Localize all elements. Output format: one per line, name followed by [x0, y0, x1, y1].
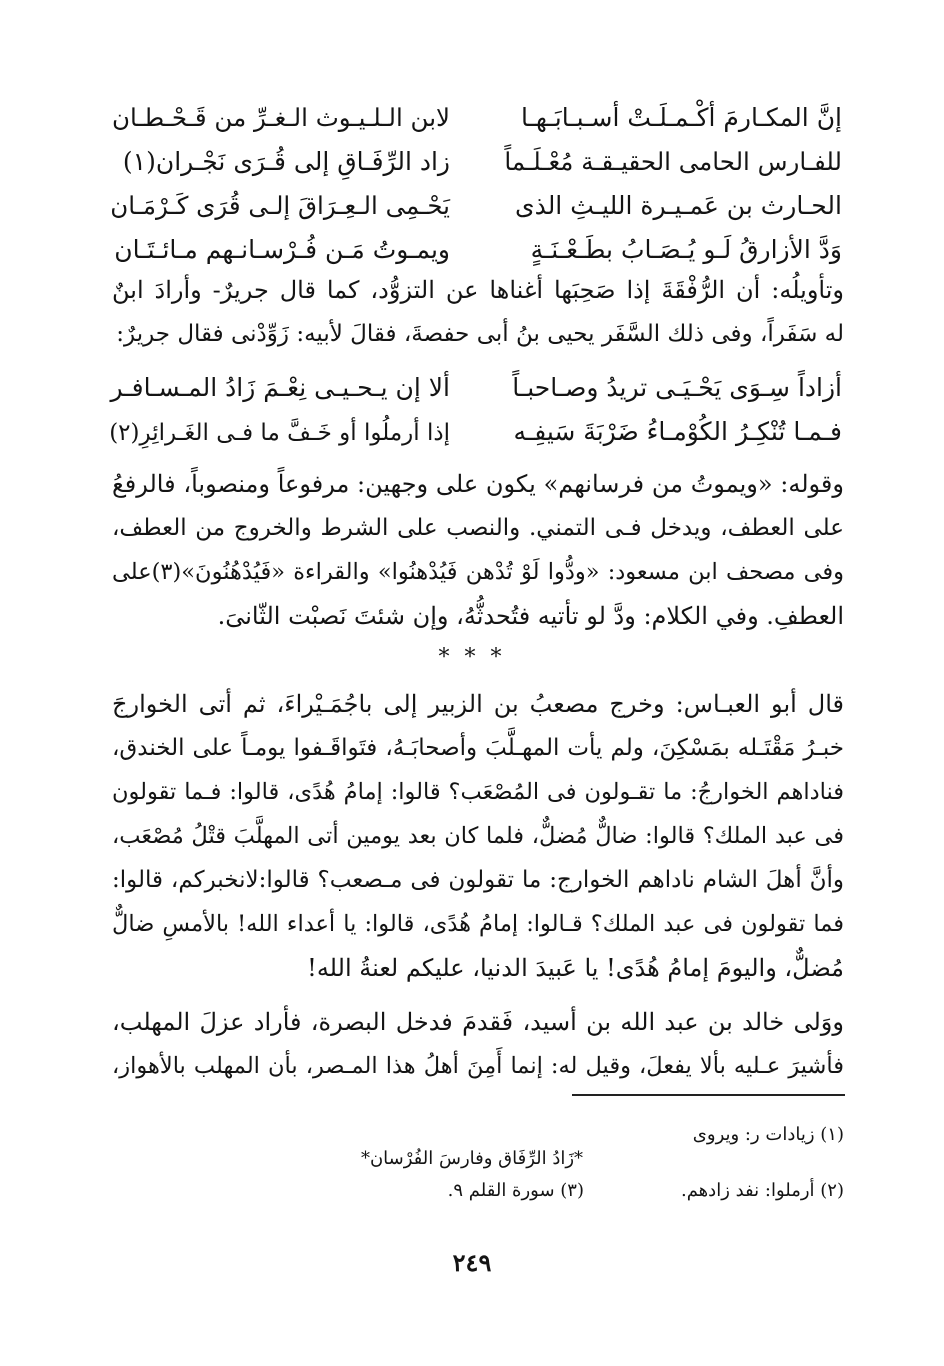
text-line: وقوله: «ويموتُ من فرسانهم» يكون على وجهين: مرفوعاً ومنصوباً، فالرفعُ — [112, 470, 844, 498]
text-line: مُضلٌّ، واليومَ إمامُ هُدًى! يا عَبيدَ الدنيا، عليكم لعنةُ الله! — [307, 954, 844, 982]
text-line-quran: وفى مصحف ابن مسعود: «ودُّوا لَوْ تُدْهن فَيُدْهنُوا» والقراءة «فَيُدْهُنُونَ»(٣)على — [112, 559, 844, 585]
verse-line — [110, 228, 842, 272]
verse-first-hemistich: إنَّ المكـارمَ أكْـمـلَـتْ أسـبـابَـهـا — [520, 103, 842, 132]
text-line: قال أبو العبـاس: وخرج مصعبُ بن الزبير إلى باجُمَـيْراءَ، ثم أتى الخوارجَ — [112, 690, 844, 718]
footnote-2: (٢) أرملوا: نفد زادهم. — [680, 1180, 844, 1201]
paragraph-grammar — [112, 462, 844, 638]
verse-line — [110, 96, 842, 140]
text-line: فأشيرَ عـليه بألا يفعلَ، وقيل له: إنما أَمِنَ أهلُ هذا المـصر، بأن المهلب بالأهواز، — [112, 1053, 844, 1079]
footnote-1: (١) زيادات ر: ويروى — [692, 1124, 844, 1145]
text-line: على العطف، ويدخل فـى التمني. والنصب على الشرط والخروج من العطف، — [112, 515, 844, 541]
paragraph-narrative — [112, 682, 844, 990]
text-line: العطفِ. وفي الكلام: ودَّ لو تأتيه فتُحدثُّهُ، وإن شئتَ نَصبْت الثّانىَ. — [217, 602, 844, 630]
verse-first-hemistich: وَدَّ الأزارقُ لَـو يُـصَـابُ بطَـعْـنَـةٍ — [530, 235, 842, 264]
verse-first-hemistich: الحـارث بن عَمـيـرة الليـثِ الذى — [515, 191, 842, 220]
section-separator-stars: * * * — [438, 645, 506, 670]
paragraph-khalid — [112, 1000, 844, 1088]
verse-line — [110, 410, 842, 454]
verse-second-hemistich: ويمـوتُ مَـن فُـرْسـانـهم مـائـتَـان — [114, 235, 450, 264]
verse-second-hemistich: يَحْـمِى الـعِـرَاقَ إلـى قُرَى كَـرْمَـان — [110, 191, 450, 220]
text-line: وأنَّ أهلَ الشام ناداهم الخوارج: ما تقولون فى مـصعب؟ قالوا:لانخبركم، قالوا: — [112, 867, 844, 893]
verse-second-hemistich: إذا أرملُوا أو خَـفَّ ما فـى الغَـرائِرِ(٢) — [109, 420, 450, 446]
verse-second-hemistich: لابن الـلـيـوث الـغـرِّ من قَـحْـطـان — [112, 103, 450, 132]
footnote-1-verse: *زَادُ الرِّفَاق وفارسَ الفُرْسان* — [360, 1148, 584, 1169]
text-line: وتأويلُه: أن الرُّفْقَةَ إذا صَحِبَها أغناها عن التزوُّد، كما قال جريرٌ- وأرادَ ابنٌ — [112, 276, 844, 304]
paragraph-interpretation — [112, 268, 844, 356]
footnote-3: (٣) سورة القلم ٩. — [447, 1180, 584, 1201]
verse-line — [110, 184, 842, 228]
verse-line — [110, 140, 842, 184]
verse-first-hemistich: للفـارس الحامى الحقيـقـة مُعْـلَـماً — [504, 147, 842, 176]
page-number: ٢٤٩ — [452, 1248, 492, 1277]
text-line: ووَلى خالد بن عبد الله بن أسيد، فَقدمَ فدخل البصرة، فأراد عزلَ المهلب، — [112, 1008, 844, 1036]
poem-block-1 — [110, 96, 842, 272]
text-line: فما تقولون فى عبد الملك؟ قـالوا: إمامُ هُدًى، قالوا: يا أعداء الله! بالأمسِ ضالٌّ — [112, 911, 844, 937]
poem-block-2 — [110, 366, 842, 454]
text-line: فناداهم الخوارجُ: ما تقـولون فى المُصْعَب؟ قالوا: إمامُ هُدًى، قالوا: فـما تقولون — [112, 779, 844, 805]
footnote-divider — [572, 1094, 845, 1096]
verse-line — [110, 366, 842, 410]
text-line: فى عبد الملك؟ قالوا: ضالٌّ مُضلٌّ، فلما كان بعد يومين أتى المهلَّبَ قتْلُ مُصْعَب، — [112, 823, 844, 849]
verse-second-hemistich: ألا إن يـحـيـى نِعْـمَ زَادُ المـسـافـر — [110, 373, 450, 402]
verse-first-hemistich: فـمـا تُنْكِـرُ الكُوْمـاءُ ضَرْبَةَ سَيفِـه — [513, 417, 842, 446]
text-line: له سَفَراً، وفى ذلك السَّفَر يحيى بنُ أبى حفصةَ، فقالَ لأبيه: زَوِّدْنى فقال جريرٌ: — [116, 321, 844, 347]
text-line: خبـرُ مَقْتَـله بمَسْكِنَ، ولم يأت المهـلَّبَ وأصحابَـهُ، فتَواقَـفوا يومـاً على الخندق، — [112, 735, 844, 761]
verse-first-hemistich: أزاداً سِـوَى يَحْـيَـى تريدُ وصـاحبـاً — [512, 373, 842, 402]
verse-second-hemistich: زاد الرِّفَـاقِ إلى قُـرَى نَجْـران(١) — [122, 147, 450, 176]
